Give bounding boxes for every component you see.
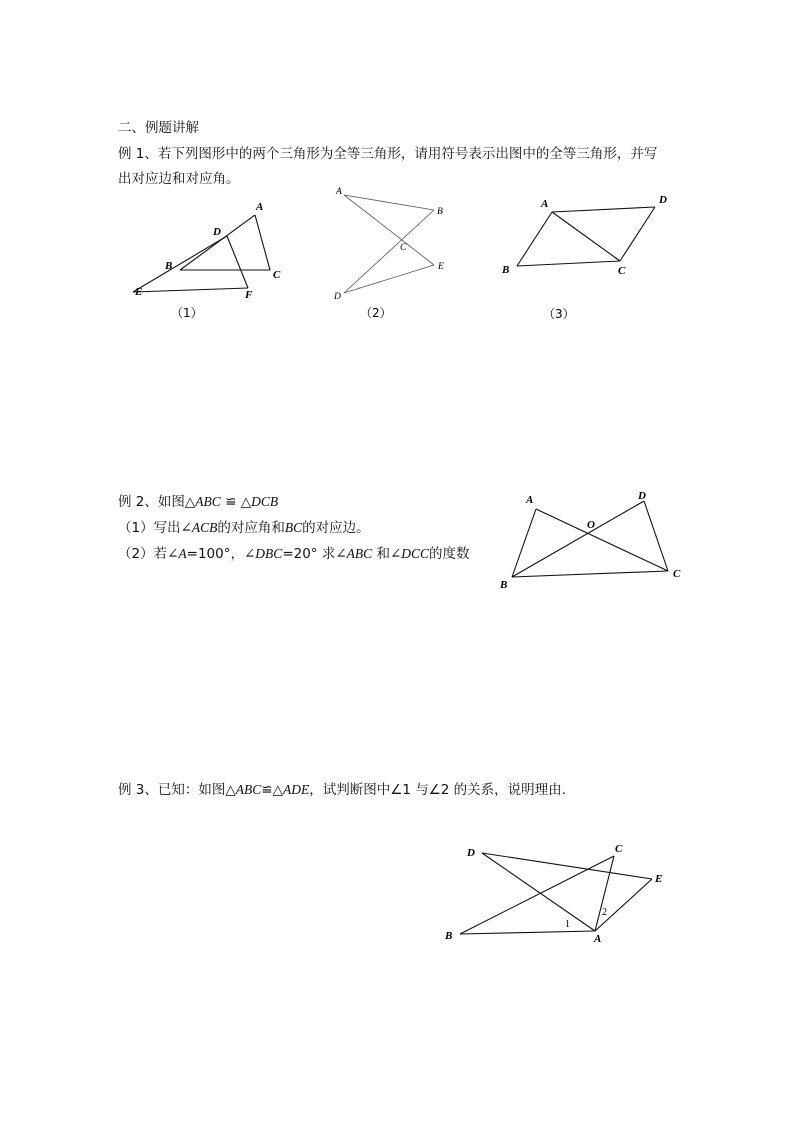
example1-figure-1 bbox=[125, 195, 295, 330]
section-title: 二、例题讲解 bbox=[118, 120, 199, 136]
example2-q1-angle: ∠ACB bbox=[180, 520, 218, 535]
fig5-segment-cb bbox=[460, 856, 614, 934]
example1-figure-2 bbox=[330, 183, 460, 328]
example2-q2-angle-abc: ∠ABC bbox=[335, 546, 373, 561]
fig5-segment-ea bbox=[595, 879, 652, 931]
example2-q2-and: 和 bbox=[372, 546, 390, 562]
fig2-segment-de bbox=[344, 265, 434, 293]
fig3-label-a: A bbox=[541, 198, 549, 210]
fig1-segment-df bbox=[227, 236, 248, 288]
example2-q1-post: 的对应边。 bbox=[302, 520, 370, 536]
example1-figure-3 bbox=[495, 190, 675, 330]
example3-figure bbox=[440, 835, 680, 950]
fig3-segment-bc bbox=[517, 261, 620, 266]
fig5-segment-ca bbox=[595, 856, 614, 931]
fig1-label-c: C bbox=[273, 269, 281, 281]
example3-post: ，试判断图中∠1 与∠2 的关系，说明理由. bbox=[309, 782, 566, 798]
fig1-segment-ab bbox=[180, 215, 255, 270]
fig1-segment-ed bbox=[133, 236, 227, 292]
example2-prefix: 例 2、如图 bbox=[118, 494, 185, 510]
fig3-segment-dc bbox=[620, 207, 655, 261]
fig5-label-c: C bbox=[615, 843, 623, 855]
fig5-segment-de bbox=[482, 853, 652, 879]
fig3-segment-ac bbox=[552, 212, 620, 261]
fig4-segment-bc bbox=[512, 571, 668, 577]
fig5-angle-2: 2 bbox=[602, 907, 607, 918]
fig5-label-a: A bbox=[594, 933, 602, 945]
example2-figure bbox=[495, 485, 695, 595]
fig4-segment-db bbox=[512, 501, 644, 577]
fig1-label-b: B bbox=[165, 260, 173, 272]
example3-tri2: △ADE bbox=[272, 782, 310, 797]
fig5-angle-1: 1 bbox=[565, 919, 570, 930]
fig1-label-a: A bbox=[256, 201, 264, 213]
example3-prefix: 例 3、已知：如图 bbox=[118, 782, 226, 798]
fig3-segment-ab bbox=[517, 212, 552, 266]
fig1-label-f: F bbox=[245, 289, 253, 301]
fig5-label-d: D bbox=[467, 847, 475, 859]
fig1-segment-ef bbox=[133, 288, 248, 292]
fig4-label-a: A bbox=[526, 494, 534, 506]
fig2-label-d: D bbox=[334, 292, 341, 302]
fig3-label-d: D bbox=[659, 194, 667, 206]
fig4-segment-ac bbox=[536, 509, 668, 571]
example2-q2-angle-a: ∠A bbox=[167, 546, 187, 561]
example2-q2-dbc-val: =20° 求 bbox=[282, 546, 336, 562]
example3-cong: ≌ bbox=[261, 782, 273, 798]
example2-q2-pre: （2）若 bbox=[118, 546, 168, 562]
fig3-label-b: B bbox=[502, 264, 510, 276]
example1-line1: 例 1、若下列图形中的两个三角形为全等三角形，请用符号表示出图中的全等三角形，并写 bbox=[118, 146, 658, 162]
example2-q1 bbox=[118, 519, 370, 537]
example2-q1-mid: 的对应角和 bbox=[217, 520, 285, 536]
fig5-label-e: E bbox=[655, 873, 663, 885]
example2-line1 bbox=[118, 493, 278, 511]
example2-q2-angle-dbc: ∠DBC bbox=[244, 546, 283, 561]
example2-tri2: △DCB bbox=[240, 494, 279, 509]
fig2-label-e: E bbox=[438, 262, 444, 272]
example2-q1-side: BC bbox=[284, 520, 303, 535]
fig2-label-c: C bbox=[400, 243, 407, 253]
fig2-label-a: A bbox=[336, 187, 342, 197]
fig2-caption: （2） bbox=[360, 306, 392, 320]
fig5-label-b: B bbox=[445, 930, 453, 942]
example1-line2: 出对应边和对应角。 bbox=[118, 171, 240, 187]
fig4-segment-ab bbox=[512, 509, 536, 577]
example3-tri1: △ABC bbox=[225, 782, 262, 797]
fig4-label-o: O bbox=[587, 519, 595, 531]
fig3-segment-ad bbox=[552, 207, 655, 212]
example2-q2-a-val: =100°， bbox=[186, 546, 244, 562]
fig3-caption: （3） bbox=[543, 307, 575, 321]
example2-cong: ≌ bbox=[220, 494, 241, 510]
fig4-label-c: C bbox=[673, 568, 681, 580]
example2-tri1: △ABC bbox=[184, 494, 221, 509]
fig2-segment-ae bbox=[344, 195, 434, 265]
fig1-label-d: D bbox=[213, 226, 221, 238]
fig1-segment-ac bbox=[255, 215, 270, 270]
example3-line1 bbox=[118, 781, 566, 799]
fig2-label-b: B bbox=[437, 207, 443, 217]
fig4-label-d: D bbox=[638, 490, 646, 502]
fig5-segment-da bbox=[482, 853, 595, 931]
fig4-segment-dc bbox=[644, 501, 668, 571]
fig2-segment-bd bbox=[344, 210, 434, 293]
fig3-label-c: C bbox=[618, 265, 626, 277]
fig2-segment-ab bbox=[344, 195, 434, 210]
fig4-label-b: B bbox=[500, 579, 508, 591]
fig1-label-e: E bbox=[135, 286, 143, 298]
example2-q2-angle-dcc: ∠DCC bbox=[389, 546, 430, 561]
example2-q2 bbox=[118, 545, 470, 563]
example2-q1-pre: （1）写出 bbox=[118, 520, 181, 536]
fig5-segment-ba bbox=[460, 931, 595, 934]
fig1-caption: （1） bbox=[171, 306, 203, 320]
example2-q2-post: 的度数 bbox=[429, 546, 470, 562]
